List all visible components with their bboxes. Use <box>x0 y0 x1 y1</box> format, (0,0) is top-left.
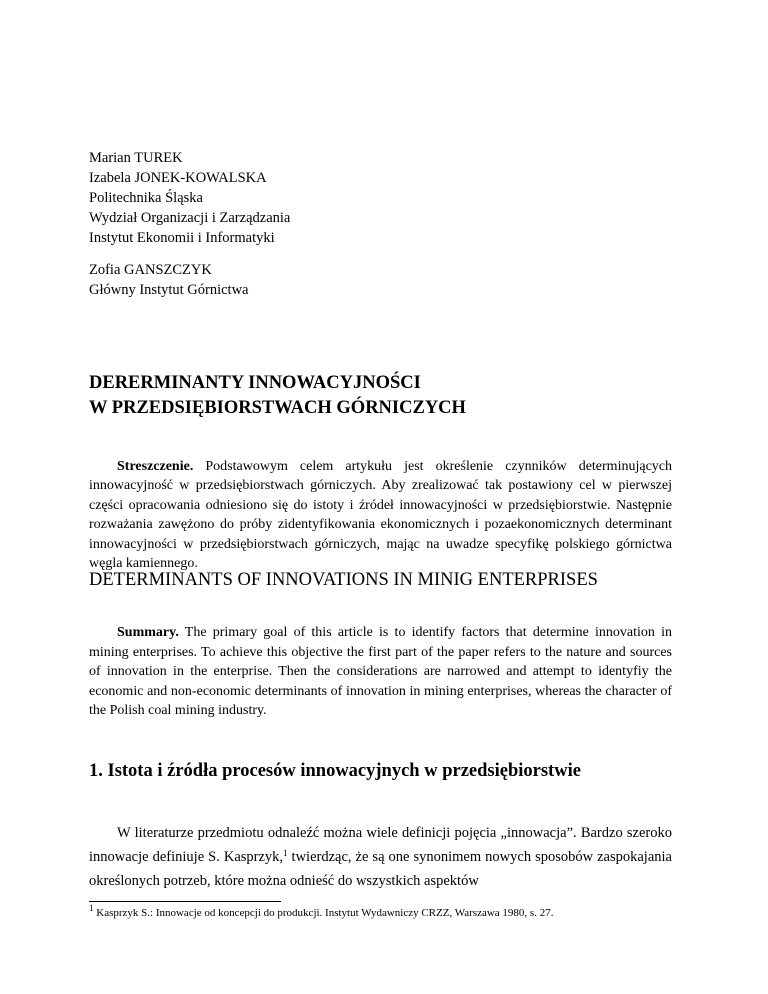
author-name: Izabela JONEK-KOWALSKA <box>89 170 267 186</box>
body-text-part: twierdząc, że są one synonimem nowych sposobów zaspokajania określonych potrzeb, które można odnieść do wszystkich aspektów <box>89 848 672 889</box>
institute: Instytut Ekonomii i Informatyki <box>89 230 275 246</box>
paper-title-en: DETERMINANTS OF INNOVATIONS IN MINIG ENTERPRISES <box>89 570 598 590</box>
paper-title-pl <box>89 371 672 421</box>
abstract-pl <box>89 457 672 573</box>
body-paragraph <box>89 822 672 893</box>
footnote <box>89 903 672 920</box>
section-heading: 1. Istota i źródła procesów innowacyjnych w przedsiębiorstwie <box>89 761 581 781</box>
footnote-mark: 1 <box>89 903 94 913</box>
footnote-text: Kasprzyk S.: Innowacje od koncepcji do produkcji. Instytut Wydawniczy CRZZ, Warszawa 1980, s. 27. <box>93 907 554 919</box>
title-line: W PRZEDSIĘBIORSTWACH GÓRNICZYCH <box>89 398 466 418</box>
abstract-text: Podstawowym celem artykułu jest określenie czynników determinujących innowacyjność w przedsiębiorstwach górniczych. Aby zrealizować tak postawiony cel w pierwszej części opracowania odniesiono się do istoty i źródeł innowacyjności w przedsiębiorstwie. Następnie rozważania zawężono do próby zidentyfikowania ekonomicznych i pozaekonomicznych determinant innowacyjności w przedsiębiorstwach górniczych, mając na uwadze specyfikę polskiego górnictwa węgla kamiennego. <box>89 459 672 572</box>
summary-en <box>89 623 672 721</box>
footnote-reference: 1 <box>283 847 288 858</box>
title-line: DERERMINANTY INNOWACYJNOŚCI <box>89 373 421 393</box>
summary-label: Summary. <box>117 625 179 640</box>
abstract-label: Streszczenie. <box>117 459 194 474</box>
summary-text: The primary goal of this article is to identify factors that determine innovation in mining enterprises. To achieve this objective the first part of the paper refers to the nature and sources of innovation in the enterprise. Then the considerations are narrowed and attempt to identyfiy the economic and non-economic determinants of innovation in mining enterprises, whereas the character of the Polish coal mining industry. <box>89 625 672 719</box>
author-affiliation-block <box>89 148 672 248</box>
footnote-separator <box>89 901 281 902</box>
second-author-block <box>89 260 672 300</box>
author-name: Marian TUREK <box>89 150 183 166</box>
university: Politechnika Śląska <box>89 190 203 206</box>
institute: Główny Instytut Górnictwa <box>89 282 249 298</box>
body-text-part: W literaturze przedmiotu odnaleźć można wiele definicji pojęcia „innowacja”. Bardzo szeroko innowacje definiuje S. Kasprzyk, <box>89 825 672 865</box>
author-name: Zofia GANSZCZYK <box>89 262 212 278</box>
faculty: Wydział Organizacji i Zarządzania <box>89 210 291 226</box>
